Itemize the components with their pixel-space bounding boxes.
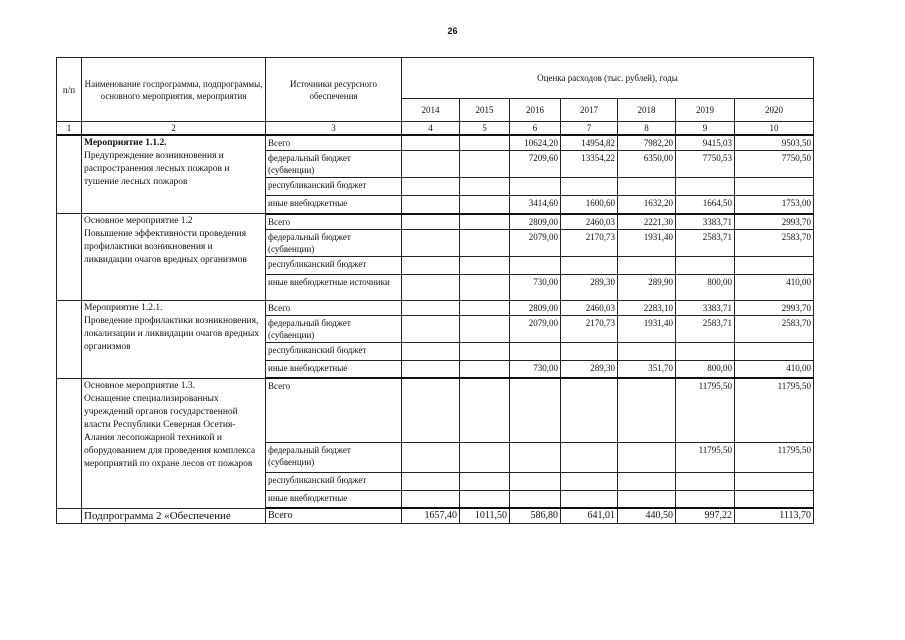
value-cell: 9503,50 [735,135,814,151]
value-cell [561,378,618,442]
value-cell: 641,01 [561,508,618,524]
value-cell [676,178,735,196]
value-cell: 2993,70 [735,300,814,315]
year-2016: 2016 [510,99,561,122]
value-cell [561,490,618,508]
source-cell: федеральный бюджет (субвенции) [266,151,402,178]
value-cell [735,256,814,274]
subprogram-2 [57,508,814,524]
value-cell: 1931,40 [618,315,676,342]
activity-name-cell [82,378,266,508]
value-cell: 410,00 [735,274,814,300]
value-cell: 1657,40 [402,508,460,524]
value-cell [460,214,510,230]
value-cell [402,342,460,360]
value-cell: 2993,70 [735,214,814,230]
row-num-cell [57,300,82,378]
column-number: 4 [402,122,460,136]
value-cell [460,472,510,490]
value-cell: 7750,50 [735,151,814,178]
block-1-2 [57,214,814,301]
value-cell [460,135,510,151]
value-cell: 2809,00 [510,300,561,315]
value-cell [460,256,510,274]
value-cell [402,256,460,274]
value-cell [460,490,510,508]
year-2020: 2020 [735,99,814,122]
value-cell [402,360,460,378]
value-cell [510,490,561,508]
value-cell: 2583,71 [676,229,735,256]
value-cell [460,151,510,178]
value-cell: 11795,50 [735,442,814,472]
year-2017: 2017 [561,99,618,122]
value-cell: 14954,82 [561,135,618,151]
value-cell: 800,00 [676,274,735,300]
source-cell: республиканский бюджет [266,178,402,196]
year-2018: 2018 [618,99,676,122]
budget-table [56,57,814,524]
value-cell [735,472,814,490]
source-cell: федеральный бюджет (субвенции) [266,229,402,256]
value-cell: 289,30 [561,360,618,378]
column-number: 2 [82,122,266,136]
table-row [57,508,814,524]
value-cell [402,151,460,178]
value-cell [561,342,618,360]
activity-description: Оснащение специализированных учреждений органов государственной власти Республики Северная Осетия-Алания лесопожарной техникой и оборудованием для проведения комплекса мероприятий по охране лесов от пожаров [84,393,256,469]
source-cell: республиканский бюджет [266,256,402,274]
value-cell: 10624,20 [510,135,561,151]
value-cell: 1632,20 [618,196,676,214]
value-cell [735,178,814,196]
value-cell [402,135,460,151]
value-cell [735,490,814,508]
value-cell [510,378,561,442]
year-2019: 2019 [676,99,735,122]
source-cell: республиканский бюджет [266,472,402,490]
activity-title: Мероприятие 1.2.1. [84,302,163,313]
value-cell [618,342,676,360]
value-cell [460,274,510,300]
column-number: 8 [618,122,676,136]
value-cell: 1011,50 [460,508,510,524]
value-cell [510,256,561,274]
value-cell: 351,70 [618,360,676,378]
header-row [57,58,814,99]
header-estimate: Оценка расходов (тыс. рублей), годы [402,58,814,99]
value-cell: 289,30 [561,274,618,300]
source-cell: Всего [266,300,402,315]
source-cell: иные внебюджетные [266,360,402,378]
row-num-cell [57,135,82,214]
value-cell: 3383,71 [676,300,735,315]
year-2015: 2015 [460,99,510,122]
value-cell [510,442,561,472]
value-cell [402,229,460,256]
table-row [57,300,814,315]
value-cell: 2170,73 [561,315,618,342]
header-source: Источники ресурсного обеспечения [266,58,402,122]
activity-description: Предупреждение возникновения и распространения лесных пожаров и тушение лесных пожаров [84,151,230,187]
value-cell [402,315,460,342]
source-cell: иные внебюджетные [266,490,402,508]
value-cell [510,178,561,196]
value-cell [676,472,735,490]
value-cell: 13354,22 [561,151,618,178]
value-cell [460,378,510,442]
value-cell: 2583,70 [735,315,814,342]
row-num-cell [57,214,82,301]
value-cell [618,178,676,196]
header-name: Наименование госпрограммы, подпрограммы, основного мероприятия, мероприятия [82,58,266,122]
value-cell [561,442,618,472]
column-number: 5 [460,122,510,136]
activity-name-cell [82,300,266,378]
value-cell [402,214,460,230]
value-cell [618,472,676,490]
value-cell: 289,90 [618,274,676,300]
column-numbers-row [57,122,814,136]
source-cell: Всего [266,214,402,230]
value-cell: 6350,00 [618,151,676,178]
value-cell [402,442,460,472]
source-cell: иные внебюджетные источники [266,274,402,300]
value-cell: 2460,03 [561,214,618,230]
value-cell [402,490,460,508]
value-cell: 7750,53 [676,151,735,178]
value-cell: 1113,70 [735,508,814,524]
value-cell: 2079,00 [510,315,561,342]
value-cell [735,342,814,360]
source-cell: Всего [266,378,402,442]
value-cell [618,256,676,274]
table-row [57,214,814,230]
value-cell [561,256,618,274]
value-cell: 2460,03 [561,300,618,315]
block-1-1-2 [57,135,814,214]
value-cell [402,378,460,442]
value-cell: 410,00 [735,360,814,378]
activity-title: Основное мероприятие 1.2 [84,216,193,226]
value-cell: 11795,50 [676,378,735,442]
column-number: 1 [57,122,82,136]
value-cell: 730,00 [510,360,561,378]
column-number: 6 [510,122,561,136]
value-cell [402,274,460,300]
header-num: п/п [57,58,82,122]
value-cell: 586,80 [510,508,561,524]
value-cell: 3383,71 [676,214,735,230]
value-cell: 1600,60 [561,196,618,214]
value-cell: 2809,00 [510,214,561,230]
table-row [57,378,814,442]
activity-title: Мероприятие 1.1.2. [84,138,167,148]
subprogram-title: Подпрограмма 2 «Обеспечение [82,508,266,524]
value-cell [618,442,676,472]
value-cell [402,300,460,315]
value-cell: 1753,00 [735,196,814,214]
value-cell [460,360,510,378]
value-cell: 7982,20 [618,135,676,151]
block-1-3 [57,378,814,508]
value-cell [460,196,510,214]
value-cell [561,472,618,490]
column-number: 10 [735,122,814,136]
value-cell: 1664,50 [676,196,735,214]
column-number: 7 [561,122,618,136]
value-cell [510,342,561,360]
value-cell: 997,22 [676,508,735,524]
activity-description: Повышение эффективности проведения профилактики возникновения и ликвидации очагов вредных организмов [84,229,247,265]
value-cell [676,490,735,508]
value-cell [618,490,676,508]
activity-title: Основное мероприятие 1.3. [84,380,196,391]
value-cell [402,196,460,214]
value-cell [676,256,735,274]
value-cell: 7209,60 [510,151,561,178]
column-number: 9 [676,122,735,136]
value-cell: 11795,50 [735,378,814,442]
page-number: 26 [447,26,458,36]
source-cell: федеральный бюджет (субвенции) [266,315,402,342]
activity-name-cell [82,135,266,214]
activity-name-cell [82,214,266,301]
source-cell: федеральный бюджет (субвенции) [266,442,402,472]
row-num-cell [57,378,82,508]
value-cell [460,178,510,196]
value-cell [460,300,510,315]
column-number: 3 [266,122,402,136]
value-cell: 2283,10 [618,300,676,315]
value-cell [676,342,735,360]
value-cell: 3414,60 [510,196,561,214]
block-1-2-1 [57,300,814,378]
source-cell: Всего [266,508,402,524]
value-cell [402,472,460,490]
value-cell [561,178,618,196]
source-cell: Всего [266,135,402,151]
value-cell [510,472,561,490]
value-cell [402,178,460,196]
value-cell [460,315,510,342]
value-cell [460,342,510,360]
value-cell [618,378,676,442]
year-2014: 2014 [402,99,460,122]
value-cell: 2170,73 [561,229,618,256]
value-cell: 11795,50 [676,442,735,472]
value-cell: 9415,03 [676,135,735,151]
value-cell: 730,00 [510,274,561,300]
value-cell: 2221,30 [618,214,676,230]
value-cell [460,229,510,256]
value-cell: 2583,71 [676,315,735,342]
source-cell: республиканский бюджет [266,342,402,360]
value-cell [460,442,510,472]
table-row [57,135,814,151]
value-cell: 440,50 [618,508,676,524]
value-cell: 2583,70 [735,229,814,256]
value-cell: 2079,00 [510,229,561,256]
value-cell: 800,00 [676,360,735,378]
source-cell: иные внебюджетные [266,196,402,214]
activity-description: Проведение профилактики возникновения, локализации и ликвидации очагов вредных организмов [84,315,259,352]
row-num-cell [57,508,82,524]
value-cell: 1931,40 [618,229,676,256]
